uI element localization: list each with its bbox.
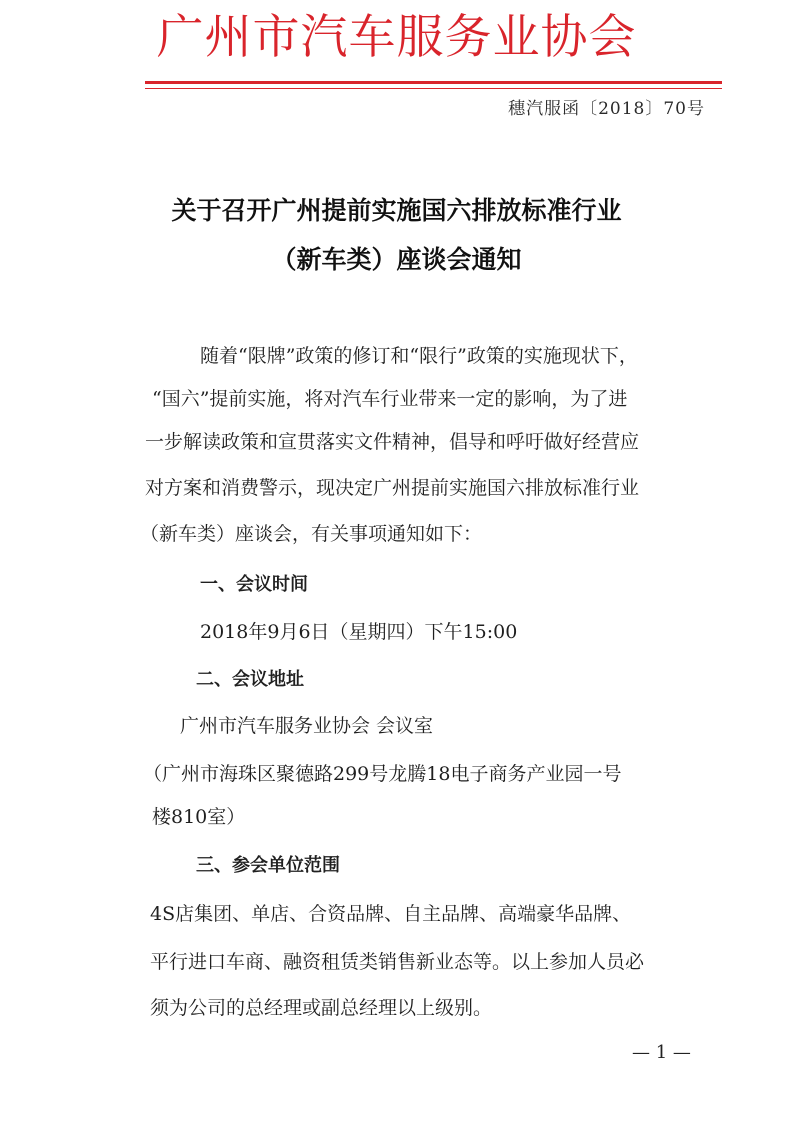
intro-line: 对方案和消费警示，现决定广州提前实施国六排放标准行业 xyxy=(145,477,640,499)
scope-line: 须为公司的总经理或副总经理以上级别。 xyxy=(150,997,493,1019)
intro-line: （新车类）座谈会，有关事项通知如下： xyxy=(140,523,483,545)
section-heading: 三、参会单位范围 xyxy=(196,855,340,876)
organization-name: 广州市汽车服务业协会 xyxy=(156,10,637,65)
page-number: — 1 — xyxy=(632,1042,691,1063)
meeting-address-line: （广州市海珠区聚德路299号龙腾18电子商务产业园一号 xyxy=(143,763,622,785)
scope-line: 平行进口车商、融资租赁类销售新业态等。以上参加人员必 xyxy=(150,951,645,973)
letterhead-rule-thick xyxy=(145,81,722,84)
section-heading: 一、会议时间 xyxy=(200,574,308,595)
meeting-time: 2018年9月6日（星期四）下午15:00 xyxy=(200,621,518,643)
letterhead-rule-thin xyxy=(145,88,722,89)
section-heading: 二、会议地址 xyxy=(196,669,304,690)
intro-line: “国六”提前实施，将对汽车行业带来一定的影响，为了进 xyxy=(152,388,628,410)
document-number: 穗汽服函〔2018〕70号 xyxy=(508,99,705,119)
meeting-venue: 广州市汽车服务业协会 会议室 xyxy=(180,715,434,737)
intro-line: 随着“限牌”政策的修订和“限行”政策的实施现状下， xyxy=(200,345,638,367)
intro-line: 一步解读政策和宣贯落实文件精神，倡导和呼吁做好经营应 xyxy=(145,431,640,453)
scope-line: 4S店集团、单店、合资品牌、自主品牌、高端豪华品牌、 xyxy=(150,903,632,925)
meeting-address-line: 楼810室） xyxy=(152,806,246,828)
title-line-1: 关于召开广州提前实施国六排放标准行业 xyxy=(171,196,622,225)
title-line-2: （新车类）座谈会通知 xyxy=(271,245,522,274)
